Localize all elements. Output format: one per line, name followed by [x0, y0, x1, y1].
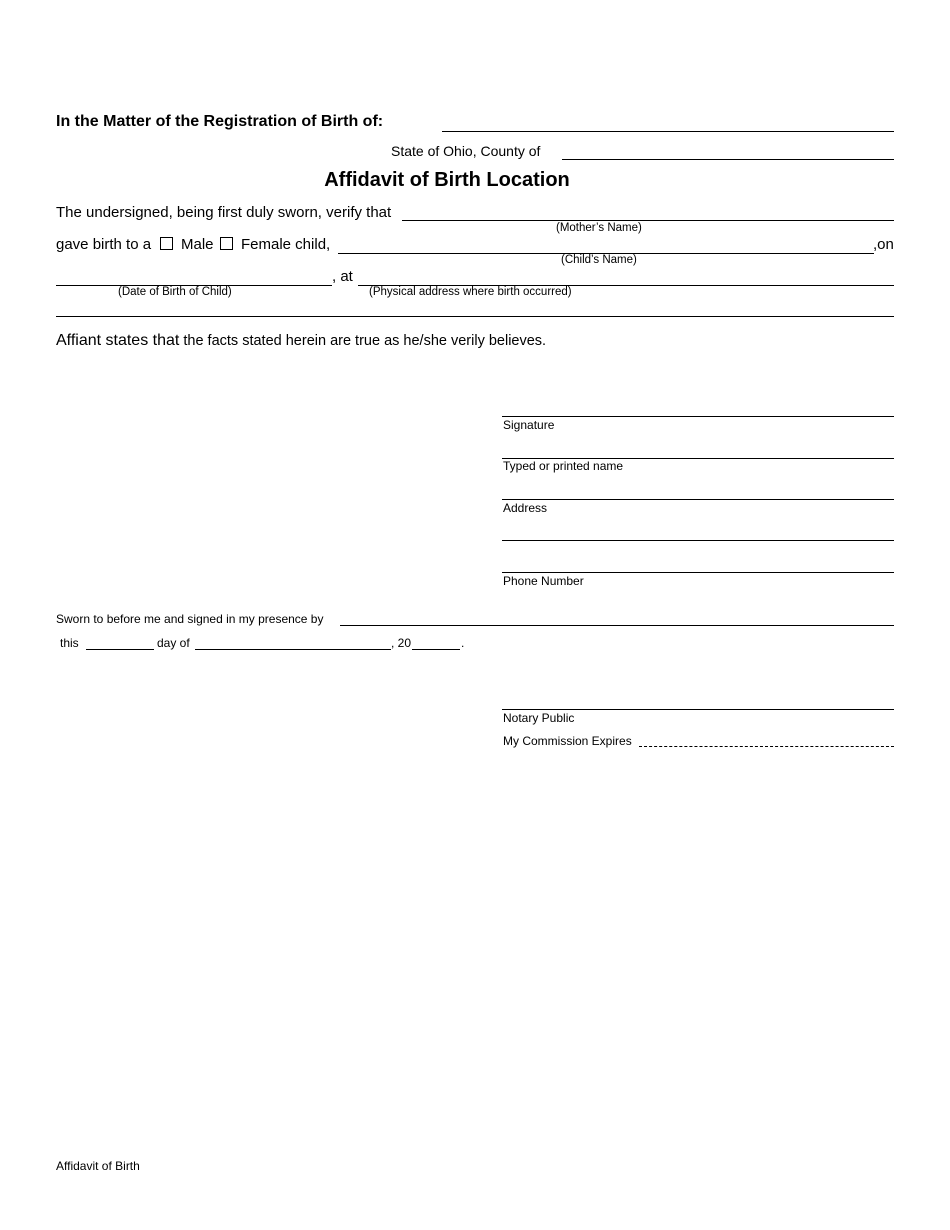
year-field[interactable] — [412, 633, 460, 650]
affiant-statement — [56, 332, 546, 350]
female-label: Female child, — [241, 236, 331, 253]
month-field[interactable] — [195, 633, 391, 650]
day-of-label: day of — [157, 636, 190, 650]
sworn-text: The undersigned, being first duly sworn, verify that — [56, 204, 392, 221]
matter-label: In the Matter of the Registration of Birth of: — [56, 113, 384, 130]
signature-field[interactable] — [502, 398, 894, 417]
year-period: . — [461, 636, 465, 650]
phone-number-label: Phone Number — [503, 574, 584, 588]
year-prefix: , 20 — [391, 636, 412, 650]
day-field[interactable] — [86, 633, 154, 650]
this-label: this — [60, 636, 79, 650]
signature-label: Signature — [503, 418, 555, 432]
female-checkbox[interactable] — [220, 237, 233, 250]
birth-address-field[interactable] — [358, 268, 894, 286]
male-checkbox[interactable] — [160, 237, 173, 250]
address-field[interactable] — [502, 481, 894, 500]
commission-expires-field[interactable] — [639, 731, 894, 747]
mother-name-caption: (Mother’s Name) — [556, 222, 642, 234]
affiant-lead: Affiant states that — [56, 332, 180, 349]
mother-name-field[interactable] — [402, 203, 894, 221]
date-of-birth-caption: (Date of Birth of Child) — [118, 286, 232, 298]
sworn-before-label: Sworn to before me and signed in my presence by — [56, 612, 324, 626]
child-name-field[interactable] — [338, 236, 874, 254]
page-title-text: Affidavit of Birth Location — [324, 169, 570, 191]
registrant-name-field[interactable] — [442, 114, 894, 132]
birth-address-caption: (Physical address where birth occurred) — [369, 286, 572, 298]
notary-signature-field[interactable] — [502, 691, 894, 710]
county-field[interactable] — [562, 143, 894, 160]
gave-birth-text: gave birth to a — [56, 236, 152, 253]
child-name-caption: (Child’s Name) — [561, 254, 637, 266]
affiant-rest: the facts stated herein are true as he/she verily believes. — [179, 333, 547, 349]
address-label: Address — [503, 501, 548, 515]
on-text: ,on — [873, 236, 894, 253]
typed-name-label: Typed or printed name — [503, 459, 624, 473]
birth-address-continued-field[interactable] — [56, 299, 894, 317]
male-label: Male — [181, 236, 214, 253]
commission-expires-label: My Commission Expires — [503, 734, 632, 748]
phone-number-field[interactable] — [502, 554, 894, 573]
footer-text: Affidavit of Birth — [56, 1159, 140, 1173]
county-label: State of Ohio, County of — [391, 143, 541, 159]
sworn-by-field[interactable] — [340, 608, 894, 626]
address-continued-field[interactable] — [502, 522, 894, 541]
typed-name-field[interactable] — [502, 440, 894, 459]
page-title — [0, 169, 894, 192]
date-of-birth-field[interactable] — [56, 268, 332, 286]
at-text: , at — [332, 268, 353, 285]
notary-public-label: Notary Public — [503, 711, 575, 725]
